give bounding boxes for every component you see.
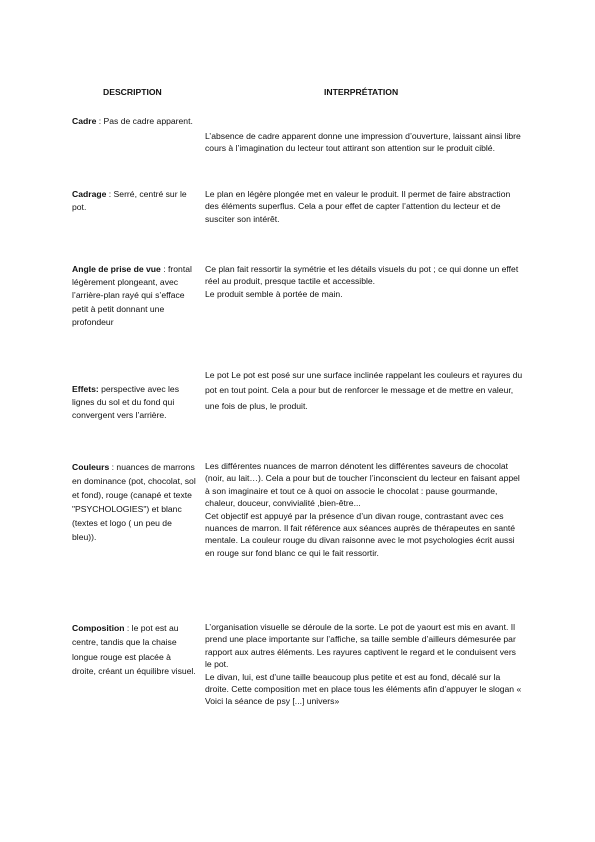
description-cell	[72, 115, 196, 128]
interpretation-paragraph: Le pot Le pot est posé sur une surface inclinée rappelant les couleurs et rayures du pot en tout point. Cela a pour but de renforcer le message et de mettre en valeur, une fois de plus, le produit.	[205, 370, 523, 411]
interpretation-paragraph: Le produit semble à portée de main.	[205, 288, 343, 299]
interpretation-paragraph: Ce plan fait ressortir la symétrie et les détails visuels du pot ; ce qui donne un effet réel au produit, presque tactile et accessible.	[205, 264, 519, 287]
description-cell	[72, 621, 196, 679]
header-interpretation: INTERPRÉTATION	[324, 87, 399, 97]
interpretation-paragraph: Cet objectif est appuyé par la présence d’un divan rouge, contrastant avec ces nuances de marron. Il fait référence aux séances auprès de thérapeutes en santé mentale. La couleur rouge du divan raisonne avec le mot psychologies écrit aussi en rouge sur fond blanc ce qui le fait ressortir.	[205, 510, 516, 558]
row-label: Cadrage	[72, 189, 107, 199]
interpretation-paragraph: Le plan en légère plongée met en valeur le produit. Il permet de faire abstraction des éléments superflus. Cela a pour effet de capter l’attention du lecteur et de susciter son intérêt.	[205, 189, 511, 224]
interpretation-cell	[205, 368, 523, 414]
description-cell	[72, 383, 196, 423]
interpretation-cell	[205, 263, 523, 300]
row-label: Angle de prise de vue	[72, 264, 161, 274]
row-description: : le pot est au centre, tandis que la chaise longue rouge est placée à droite, créant un équilibre visuel.	[72, 623, 196, 677]
row-description: : frontal légèrement plongeant, avec l’arrière-plan rayé qui s’efface petit à petit donnant une profondeur	[72, 264, 192, 327]
interpretation-paragraph: L’organisation visuelle se déroule de la sorte. Le pot de yaourt est mis en avant. Il prend une place importante sur l’affiche, sa taille semble d’ailleurs démesurée par rapport aux autres éléments. Les rayures captivent le regard et le conduisent vers le pot.	[205, 622, 516, 670]
interpretation-cell	[205, 621, 523, 708]
interpretation-cell	[205, 188, 523, 225]
row-label: Composition	[72, 623, 125, 633]
row-description: : Pas de cadre apparent.	[96, 116, 193, 126]
interpretation-paragraph: Le divan, lui, est d’une taille beaucoup plus petite et est au fond, décalé sur la droite. Cette composition met en place tous les éléments afin d’appuyer le slogan « Voici la séance de psy [...] univers»	[205, 671, 522, 707]
interpretation-paragraph: L’absence de cadre apparent donne une impression d’ouverture, laissant ainsi libre cours à l’imagination du lecteur tout attirant son attention sur le produit ciblé.	[205, 131, 521, 154]
description-cell	[72, 188, 196, 214]
interpretation-cell	[205, 460, 523, 559]
row-label: Cadre	[72, 116, 97, 126]
header-description: DESCRIPTION	[103, 87, 162, 97]
interpretation-cell	[205, 130, 523, 155]
interpretation-paragraph: Les différentes nuances de marron dénotent les différentes saveurs de chocolat (noir, au lait…). Cela a pour but de toucher l’inconscient du lecteur en faisant appel à son imaginaire et tout ce à quoi on associe le chocolat : pause gourmande, chaleur, douceur, convivialité ,bien-être...	[205, 461, 520, 509]
description-cell	[72, 460, 196, 544]
row-label: Couleurs	[72, 462, 110, 472]
row-description: : Serré, centré sur le pot.	[72, 189, 187, 213]
row-description: perspective avec les lignes du sol et du fond qui convergent vers l’arrière.	[72, 384, 179, 421]
row-label: Effets:	[72, 384, 99, 394]
description-cell	[72, 263, 196, 329]
row-description: : nuances de marrons en dominance (pot, chocolat, sol et fond), rouge (canapé et texte "PSYCHOLOGIES") et blanc (textes et logo ( un peu de bleu)).	[72, 462, 196, 542]
